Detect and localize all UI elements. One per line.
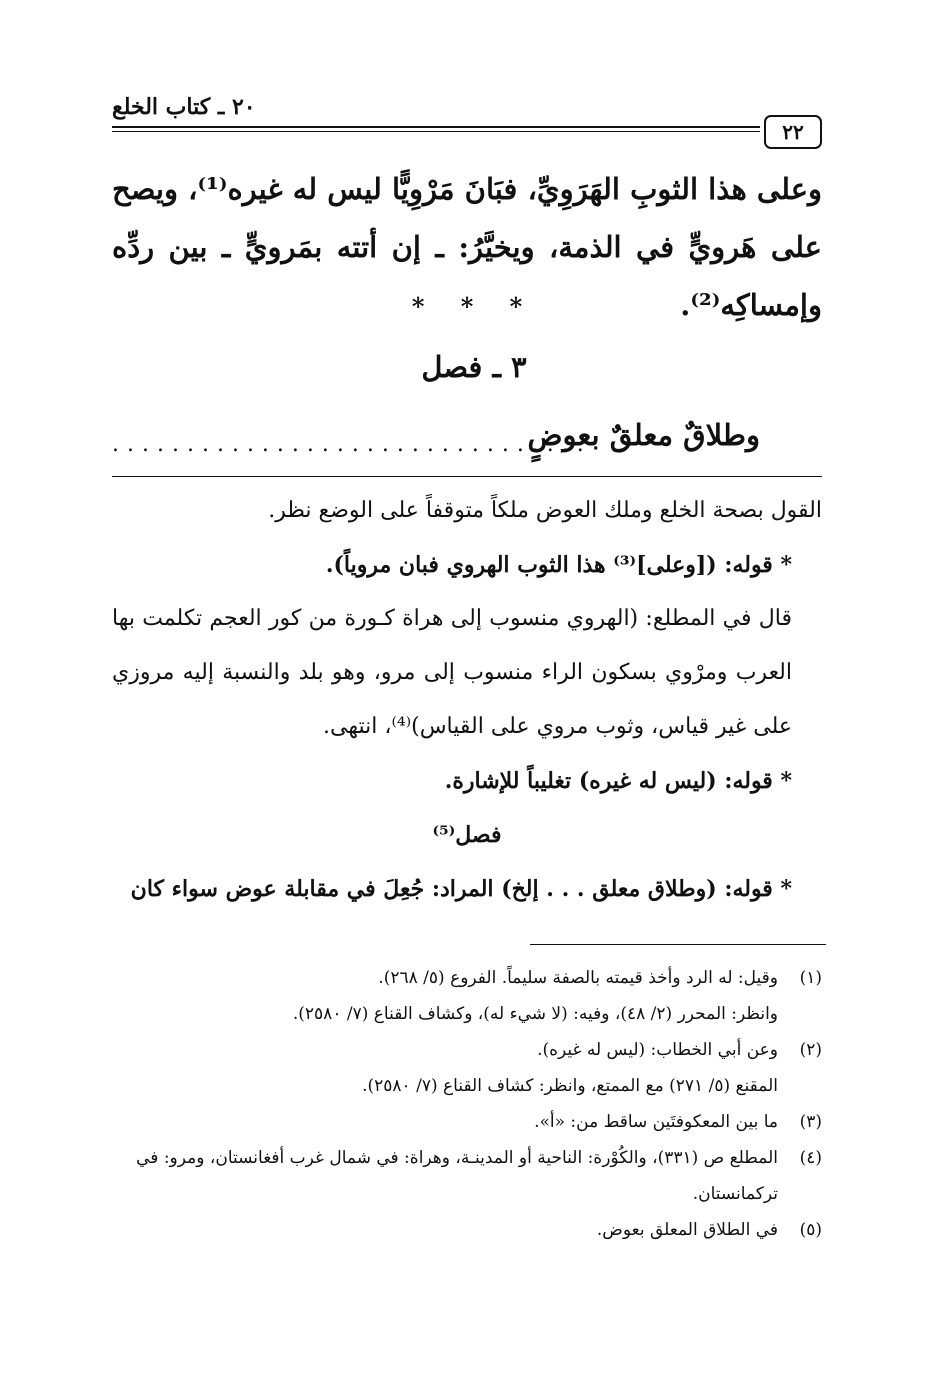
commentary-paragraph-1: القول بصحة الخلع وملك العوض ملكاً متوقفاً على الوضع نظر. — [268, 498, 822, 523]
page-number: ٢٢ — [764, 115, 822, 149]
footnote-line: وانظر: المحرر (٢/ ٤٨)، وفيه: (لا شيء له)، وكشاف القناع (٧/ ٢٥٨٠). — [292, 1004, 778, 1024]
running-header-title: ٢٠ ـ كتاب الخلع — [112, 94, 256, 120]
subheading: وطلاقٌ معلقٌ بعوضٍ — [527, 418, 760, 452]
section-separator: * * * — [411, 292, 537, 321]
dotted-leader: ................................ — [112, 432, 592, 457]
footnote-line: وقيل: له الرد وأخذ قيمته بالصفة سليماً. الفروع (٥/ ٢٦٨). — [378, 968, 778, 988]
commentary-quote-2: * قوله: (ليس له غيره) تغليباً للإشارة. — [444, 768, 792, 794]
footnote — [112, 1104, 822, 1140]
commentary-quote-1: * قوله: ([وعلى]⁽³⁾ هذا الثوب الهروي فبان مروياً). — [325, 552, 792, 578]
footnote-rule — [530, 944, 826, 945]
footnote-number: (١) — [799, 968, 822, 988]
matn-paragraph: وعلى هذا الثوبِ الهَرَوِيِّ، فبَانَ مَرْوِيًّا ليس له غيره⁽¹⁾، ويصح على هَرويٍّ في الذمة، ويخيَّرُ: ـ إن أتته بمَرويٍّ ـ بين ردِّه وإمساكِه⁽²⁾. — [112, 172, 822, 322]
footnote-number: (٢) — [799, 1040, 822, 1060]
header-rule-thin — [112, 131, 760, 132]
footnote — [112, 1212, 822, 1248]
commentary-quote-3: * قوله: (وطلاق معلق . . . إلخ) المراد: جُعِلَ في مقابلة عوض سواء كان — [130, 876, 792, 902]
header-rule — [112, 126, 760, 128]
footnote-number: (٣) — [799, 1112, 822, 1132]
footnote-line: وعن أبي الخطاب: (ليس له غيره). — [537, 1040, 778, 1060]
footnote-line: في الطلاق المعلق بعوض. — [596, 1220, 778, 1240]
commentary — [112, 484, 822, 916]
footnote — [112, 1032, 822, 1104]
section-heading: ٣ ـ فصل — [421, 350, 527, 384]
commentary-paragraph-2: قال في المطلع: (الهروي منسوب إلى هراة كـورة من كور العجم تكلمت بها العرب ومرْوي بسكون الراء منسوب إلى مرو، وهو بلد والنسبة إليه مروزي على غير قياس، وثوب مروي على القياس)⁽⁴⁾، انتهى. — [112, 606, 792, 739]
commentary-section-label: فصل⁽⁵⁾ — [432, 822, 502, 848]
footnote — [112, 1140, 822, 1212]
footnote — [112, 960, 822, 1032]
footnote-number: (٤) — [799, 1148, 822, 1168]
footnotes — [112, 960, 822, 1248]
footnote-line: المقنع (٥/ ٢٧١) مع الممتع، وانظر: كشاف القناع (٧/ ٢٥٨٠). — [362, 1076, 778, 1096]
text-divider — [112, 476, 822, 477]
subheading-row — [112, 418, 822, 468]
footnote-number: (٥) — [799, 1220, 822, 1240]
footnote-line: ما بين المعكوفتَين ساقط من: «أ». — [534, 1112, 778, 1132]
footnote-line: المطلع ص (٣٣١)، والكُوْرة: الناحية أو المدينـة، وهراة: في شمال غرب أفغانستان، ومرو: في تركمانستان. — [136, 1148, 778, 1204]
